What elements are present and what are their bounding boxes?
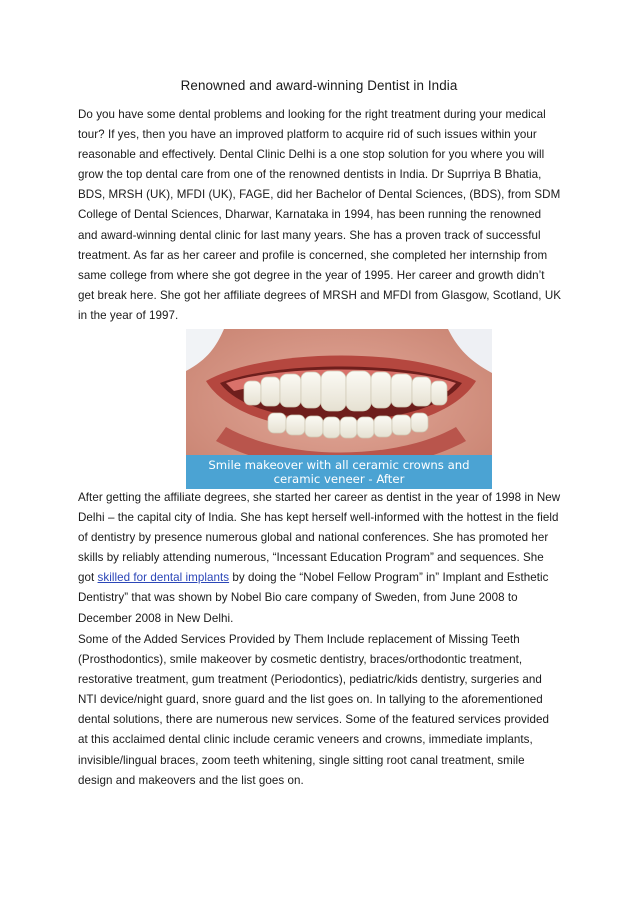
dental-implants-link[interactable]: skilled for dental implants bbox=[97, 571, 230, 585]
page-title: Renowned and award-winning Dentist in India bbox=[180, 78, 458, 93]
caption-line-1: Smile makeover with all ceramic crowns and bbox=[208, 458, 470, 472]
image-caption bbox=[186, 455, 492, 489]
caption-line-2: ceramic veneer - After bbox=[273, 472, 405, 487]
smile-makeover-photo bbox=[186, 329, 492, 489]
services-paragraph: Some of the Added Services Provided by Them Include replacement of Missing Teeth (Prosthodontics), smile makeover by cosmetic dentistry, braces/orthodontic treatment, restorative treatment, gum treatment (Periodontics), pediatric/kids dentistry, surgeries and NTI device/night guard, snore guard and the list goes on. In tallying to the aforementioned dental solutions, there are numerous new services. Some of the featured services provided at this acclaimed dental clinic include ceramic veneers and crowns, immediate implants, invisible/lingual braces, zoom teeth whitening, single sitting root canal treatment, smile design and makeovers and the list goes on. bbox=[78, 633, 550, 787]
intro-paragraph: Do you have some dental problems and looking for the right treatment during your medical tour? If yes, then you have an improved platform to acquire rid of such issues within your reasonable and effectively. Dental Clinic Delhi is a one stop solution for you where you will grow the top dental care from one of the renowned dentists in India. Dr Suprriya B Bhatia, BDS, MRSH (UK), MFDI (UK), FAGE, did her Bachelor of Dental Sciences, (BDS), from SDM College of Dental Sciences, Dharwar, Karnataka in 1994, has been running the renowned and award-winning dental clinic for last many years. She has a proven track of successful treatment. As far as her career and profile is concerned, she completed her internship from same college from where she got degree in the year of 1995. Her career and growth didn’t get break here. She got her affiliate degrees of MRSH and MFDI from Glasgow, Scotland, UK in the year of 1997. bbox=[78, 108, 562, 322]
career-text-after-link: by doing the “Nobel Fellow Program” in” Implant and Esthetic Dentistry” that was shown by Nobel Bio care company of Sweden, from June 2008 to December 2008 in New Delhi. bbox=[78, 571, 549, 625]
career-paragraph bbox=[78, 488, 562, 629]
career-text-before-link: After getting the affiliate degrees, she started her career as dentist in the year of 1998 in New Delhi – the capital city of India. She has kept herself well-informed with the hottest in the field of dentistry by presence numerous global and national conferences. She has promoted her skills by reliably attending numerous, “Incessant Education Program” and sequences. She got bbox=[78, 491, 561, 585]
